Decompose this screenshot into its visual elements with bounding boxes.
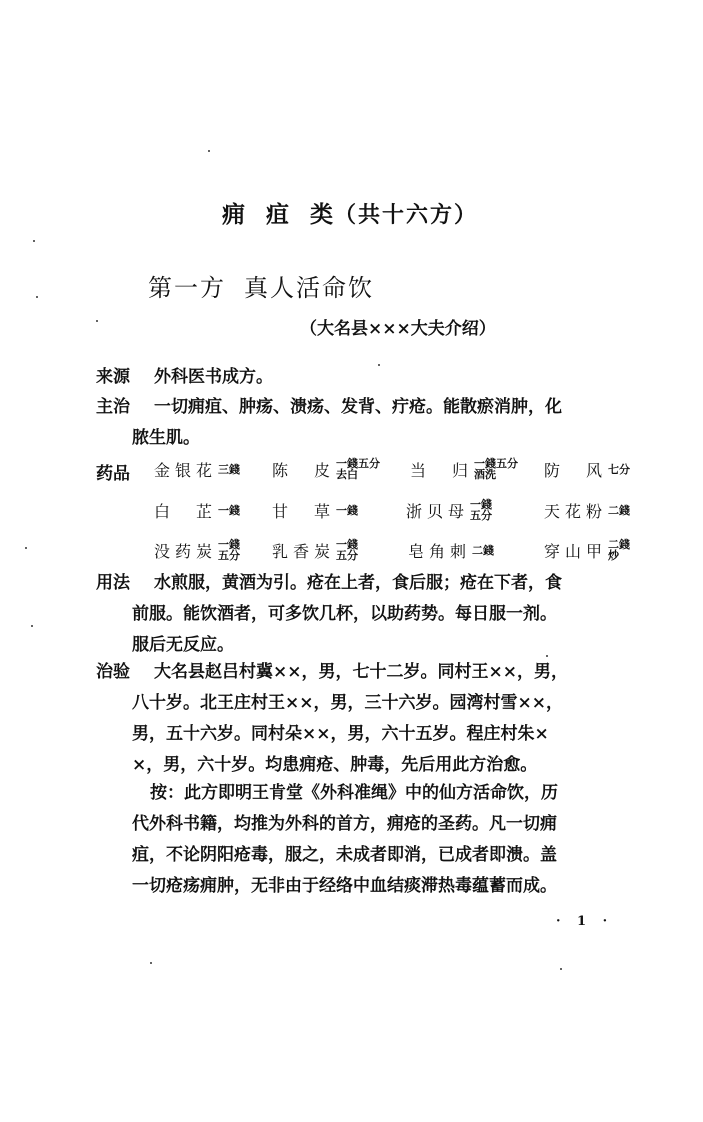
drug-dose: 一錢五分 [474,457,519,470]
drug-name: 穿山甲 [544,541,608,561]
drug-dose: 一錢 [218,504,241,517]
section-label: 主治 [96,397,130,417]
section-text: 大名县赵吕村冀××，男，七十二岁。同村王××，男， [154,662,568,682]
scan-speck [31,625,33,627]
drug-name: 乳香炭 [272,541,336,561]
scan-speck [560,968,562,970]
section-label: 药品 [96,464,130,484]
drug-name: 甘 草 [272,501,336,521]
drug-item [272,456,380,482]
section-text: 服后无反应。 [132,635,234,655]
drug-dose: 二錢 [472,544,495,557]
drug-name: 白 芷 [154,501,218,521]
chapter-title-char: 类 [310,201,334,228]
chapter-recipe-count: （共十六方） [334,202,479,228]
drug-name: 天花粉 [544,501,608,521]
drug-dose-note: 五分 [470,509,493,522]
drug-item [154,456,240,482]
drug-item [154,497,240,523]
drug-dose-note: 去白 [336,468,359,481]
section-text: 外科医书成方。 [154,367,273,387]
drug-dose: 三錢 [218,463,241,476]
drug-name: 浙贝母 [406,501,470,521]
section-text: ×，男，六十岁。均患痈疮、肿毒，先后用此方治愈。 [132,755,538,775]
editor-note [132,778,636,902]
drug-dose: 二錢 [608,504,631,517]
drug-item [544,537,630,563]
drug-item [544,456,630,482]
drug-dose: 二錢 [608,538,631,551]
section-text: 脓生肌。 [132,428,200,448]
section-indication [96,392,636,454]
section-text: 八十岁。北王庄村王××，男，三十六岁。园湾村雪××， [132,693,563,713]
drug-name: 没药炭 [154,541,218,561]
drug-dose-note: 五分 [218,549,241,562]
drug-name: 当 归 [410,460,474,480]
drug-item [154,537,240,563]
section-text: 水煎服，黄酒为引。疮在上者，食后服；疮在下者，食 [154,573,562,593]
drug-dose: 七分 [608,463,631,476]
scan-speck [208,150,210,152]
scan-speck [25,547,27,549]
drug-dose-note: 酒洗 [474,468,497,481]
drug-name: 防 风 [544,460,608,480]
drug-item [406,497,492,523]
note-label: 按： [150,783,184,803]
note-text: 此方即明王肯堂《外科准绳》中的仙方活命饮，历 [184,783,558,803]
drug-dose: 一錢 [470,498,493,511]
drug-dose-note: 五分 [336,549,359,562]
drug-item [408,537,494,563]
section-text: 一切痈疽、肿疡、溃疡、发背、疔疮。能散瘀消肿，化 [154,397,562,417]
drug-item [272,537,358,563]
drug-name: 陈 皮 [272,460,336,480]
section-cases [96,657,636,781]
section-label: 治验 [96,662,130,682]
scan-speck [150,962,152,964]
page-number: · 1 · [556,914,614,929]
drug-dose: 一錢 [336,504,359,517]
drug-name: 金银花 [154,460,218,480]
drug-dose-note: 炒 [608,549,620,562]
chapter-title [222,196,478,229]
recipe-name: 真人活命饮 [244,274,374,302]
note-text: 代外科书籍，均推为外科的首方，痈疮的圣药。凡一切痈 [132,814,557,834]
section-usage [96,568,636,661]
section-label: 用法 [96,573,130,593]
scan-speck [378,364,380,366]
chapter-title-char: 疽 [266,201,290,228]
note-text: 疽，不论阴阳疮毒，服之，未成者即消，已成者即溃。盖 [132,845,557,865]
scan-speck [36,296,38,298]
recipe-number: 第一方 [148,274,226,302]
drug-dose: 一錢 [218,538,241,551]
section-source [96,362,636,393]
drug-item [410,456,518,482]
drug-item [272,497,358,523]
recipe-introducer: （大名县×××大夫介绍） [300,319,496,339]
note-text: 一切疮疡痈肿，无非由于经络中血结痰滞热毒蕴蓄而成。 [132,876,557,896]
chapter-title-char: 痈 [222,201,246,228]
section-text: 前服。能饮酒者，可多饮几杯，以助药势。每日服一剂。 [132,604,557,624]
recipe-title [148,268,374,303]
scan-speck [546,655,548,657]
section-label: 来源 [96,367,130,387]
drug-item [544,497,630,523]
scan-speck [33,240,35,242]
drug-dose: 一錢五分 [336,457,381,470]
drug-dose: 一錢 [336,538,359,551]
drug-name: 皂角刺 [408,541,472,561]
scan-speck [96,320,98,322]
section-text: 男，五十六岁。同村朵××，男，六十五岁。程庄村朱× [132,724,549,744]
